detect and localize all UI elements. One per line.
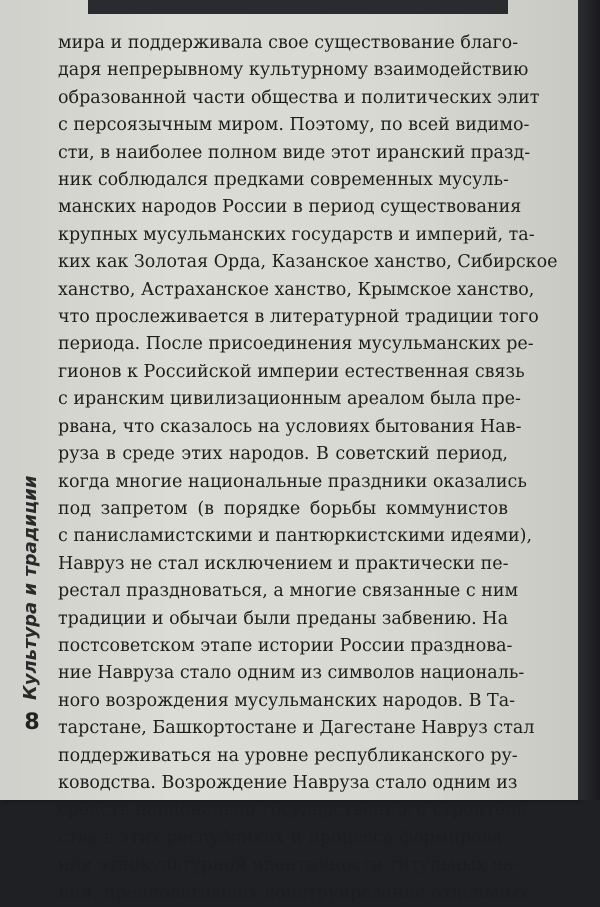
- text-line: крупных мусульманских государств и империй, та-: [58, 224, 535, 245]
- text-line: гионов к Российской империи естественная связь: [58, 361, 525, 382]
- top-shadow-strip: [88, 0, 508, 14]
- text-line: ханство, Астраханское ханство, Крымское ханство,: [58, 279, 535, 300]
- text-line: когда многие национальные праздники оказались: [58, 471, 527, 492]
- text-line: ководства. Возрождение Навруза стало одним из: [58, 772, 518, 793]
- text-line: ства в этих республиках и процесса формирова-: [58, 827, 508, 848]
- text-line: тарстане, Башкортостане и Дагестане Навруз стал: [58, 718, 535, 739]
- text-line: ния этнокультурной идентичности титульных на-: [58, 855, 520, 876]
- text-line: традиции и обычаи были преданы забвению. На: [58, 608, 508, 629]
- text-line: ций, предполагавших конструирование отдельных: [58, 882, 529, 903]
- page-number: 8: [24, 710, 40, 735]
- text-line: с иранским цивилизационным ареалом была пре-: [58, 389, 521, 410]
- text-line: что прослеживается в литературной традиции того: [58, 307, 539, 328]
- text-line: рестал праздноваться, а многие связанные с ним: [58, 581, 519, 602]
- text-line: средств национально-государственного строитель-: [58, 800, 532, 821]
- text-line: под запретом (в порядке борьбы коммунистов: [58, 498, 508, 519]
- text-line: мира и поддерживала свое существование благо-: [58, 33, 519, 53]
- text-line: образованной части общества и политических элит: [58, 87, 540, 108]
- text-line: сти, в наиболее полном виде этот иранский празд-: [58, 142, 531, 163]
- text-line: даря непрерывному культурному взаимодействию: [58, 60, 529, 81]
- running-title: Культура и традиции: [20, 475, 41, 700]
- running-title-container: [17, 475, 45, 700]
- text-line: с панисламистскими и пантюркистскими идеями),: [58, 526, 533, 547]
- text-line: постсоветском этапе истории России празднова-: [58, 635, 513, 656]
- text-line: поддерживаться на уровне республиканского ру-: [58, 745, 518, 766]
- text-line: с персоязычным миром. Поэтому, по всей видимо-: [58, 115, 530, 136]
- text-line: ного возрождения мусульманских народов. В Та-: [58, 690, 516, 711]
- text-line: периода. После присоединения мусульманских ре-: [58, 334, 534, 355]
- text-line: рвана, что сказалось на условиях бытования Нав-: [58, 416, 522, 437]
- body-text: [58, 30, 558, 907]
- text-line: манских народов России в период существования: [58, 197, 522, 218]
- text-line: ние Навруза стало одним из символов националь-: [58, 663, 525, 684]
- text-line: Навруз не стал исключением и практически пе-: [58, 553, 509, 574]
- text-line: ких как Золотая Орда, Казанское ханство, Сибирское: [58, 252, 558, 273]
- text-line: руза в среде этих народов. В советский период,: [58, 444, 508, 465]
- background-edge: [578, 0, 600, 800]
- text-line: ник соблюдался предками современных мусуль-: [58, 170, 509, 191]
